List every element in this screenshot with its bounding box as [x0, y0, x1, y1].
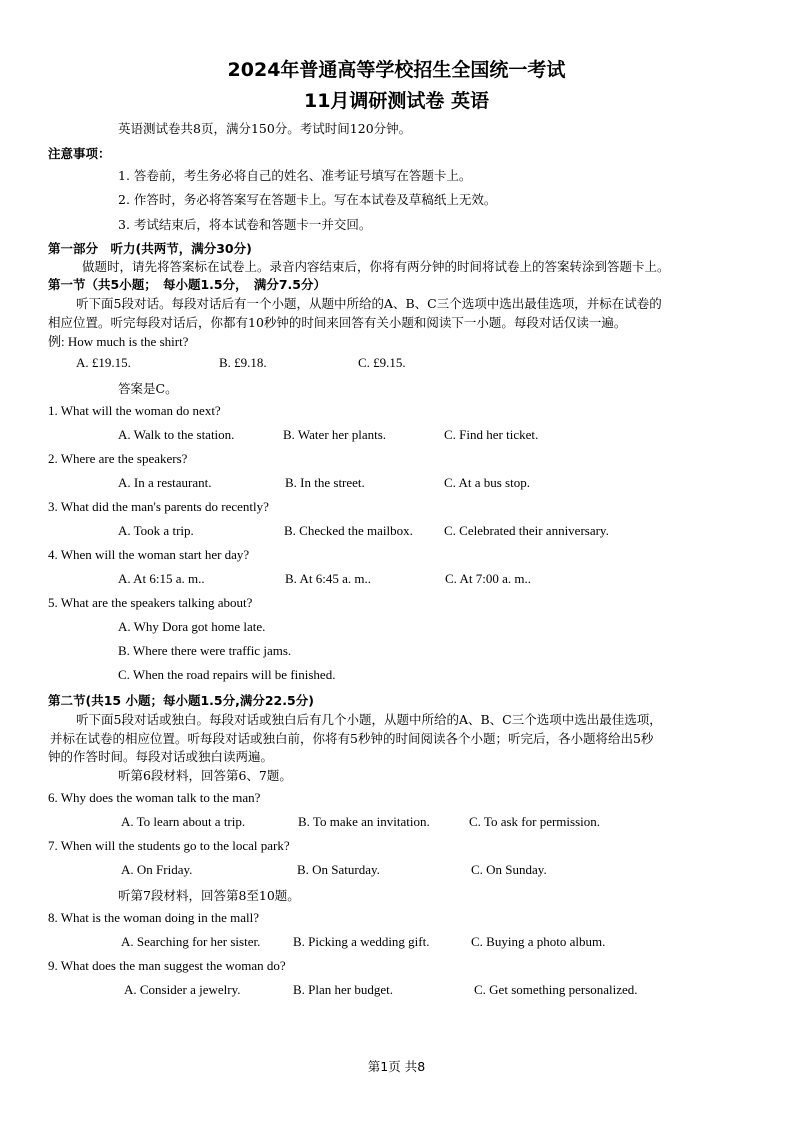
example-option-c: C. £9.15.	[358, 355, 406, 370]
exam-title: 2024年普通高等学校招生全国统一考试	[227, 59, 566, 81]
part1-instruction: 做题时，请先将答案标在试卷上。录音内容结束后，你将有两分钟的时间将试卷上的答案转涂到答题卡上。	[82, 259, 670, 274]
material-note: 听第7段材料，回答第8至10题。	[118, 888, 300, 903]
question: 2. Where are the speakers?	[48, 451, 188, 466]
question: 9. What does the man suggest the woman do?	[48, 958, 286, 973]
option-b: B. On Saturday.	[297, 862, 380, 877]
option-a: A. Why Dora got home late.	[118, 619, 266, 634]
option-a: A. To learn about a trip.	[121, 814, 246, 829]
option-b: B. To make an invitation.	[298, 814, 430, 829]
option-a: A. On Friday.	[121, 862, 193, 877]
section2-heading: 第二节(共15 小题；每小题1.5分,满分22.5分)	[48, 693, 314, 708]
part1-heading: 第一部分 听力(共两节，满分30分)	[48, 241, 252, 256]
option-c: C. To ask for permission.	[469, 814, 601, 829]
exam-intro: 英语测试卷共8页，满分150分。考试时间120分钟。	[118, 121, 412, 136]
question: 8. What is the woman doing in the mall?	[48, 910, 259, 925]
page-number: 第1页 共8	[367, 1059, 426, 1074]
option-c: C. On Sunday.	[471, 862, 547, 877]
notice-item: 1. 答卷前，考生务必将自己的姓名、准考证号填写在答题卡上。	[118, 168, 472, 183]
option-b: B. In the street.	[285, 475, 365, 490]
option-c: C. Buying a photo album.	[471, 934, 606, 949]
notice-heading: 注意事项：	[48, 146, 111, 161]
notice-item: 2. 作答时，务必将答案写在答题卡上。写在本试卷及草稿纸上无效。	[118, 192, 497, 207]
option-b: B. At 6:45 a. m..	[285, 571, 371, 586]
section2-instruction: 钟的作答时间。每段对话或独白读两遍。	[48, 749, 274, 764]
question: 6. Why does the woman talk to the man?	[48, 790, 261, 805]
option-a: A. Consider a jewelry.	[124, 982, 241, 997]
example-answer: 答案是C。	[118, 381, 178, 396]
option-a: A. At 6:15 a. m..	[118, 571, 205, 586]
option-c: C. Find her ticket.	[444, 427, 539, 442]
section2-instruction: 听下面5段对话或独白。每段对话或独白后有几个小题，从题中所给的A、B、C三个选项中选出最佳选项，	[76, 712, 662, 727]
question: 5. What are the speakers talking about?	[48, 595, 253, 610]
option-b: B. Picking a wedding gift.	[293, 934, 430, 949]
question: 4. When will the woman start her day?	[48, 547, 250, 562]
example-option-b: B. £9.18.	[219, 355, 267, 370]
question: 7. When will the students go to the local park?	[48, 838, 290, 853]
example-option-a: A. £19.15.	[76, 355, 131, 370]
option-c: C. Celebrated their anniversary.	[444, 523, 609, 538]
option-c: C. At a bus stop.	[444, 475, 530, 490]
option-a: A. Walk to the station.	[118, 427, 235, 442]
option-a: A. Searching for her sister.	[121, 934, 261, 949]
section1-instruction: 相应位置。听完每段对话后，你都有10秒钟的时间来回答有关小题和阅读下一小题。每段对话仅读一遍。	[48, 315, 627, 330]
question: 3. What did the man's parents do recently?	[48, 499, 269, 514]
option-c: C. When the road repairs will be finished.	[118, 667, 336, 682]
option-b: B. Plan her budget.	[293, 982, 394, 997]
option-a: A. In a restaurant.	[118, 475, 212, 490]
section1-heading: 第一节（共5小题； 每小题1.5分， 满分7.5分）	[48, 277, 326, 292]
option-a: A. Took a trip.	[118, 523, 194, 538]
section1-instruction: 听下面5段对话。每段对话后有一个小题，从题中所给的A、B、C三个选项中选出最佳选项，并标在试卷的	[76, 296, 662, 311]
material-note: 听第6段材料，回答第6、7题。	[118, 768, 292, 783]
exam-subtitle: 11月调研测试卷 英语	[303, 90, 490, 112]
notice-item: 3. 考试结束后，将本试卷和答题卡一并交回。	[118, 217, 372, 232]
option-b: B. Where there were traffic jams.	[118, 643, 292, 658]
option-c: C. At 7:00 a. m..	[445, 571, 531, 586]
option-c: C. Get something personalized.	[474, 982, 638, 997]
question: 1. What will the woman do next?	[48, 403, 221, 418]
option-b: B. Checked the mailbox.	[284, 523, 413, 538]
example-question: 例: How much is the shirt?	[48, 334, 189, 349]
section2-instruction: 并标在试卷的相应位置。听每段对话或独白前，你将有5秒钟的时间阅读各个小题；听完后，各小题将给出5秒	[50, 731, 654, 746]
option-b: B. Water her plants.	[283, 427, 387, 442]
